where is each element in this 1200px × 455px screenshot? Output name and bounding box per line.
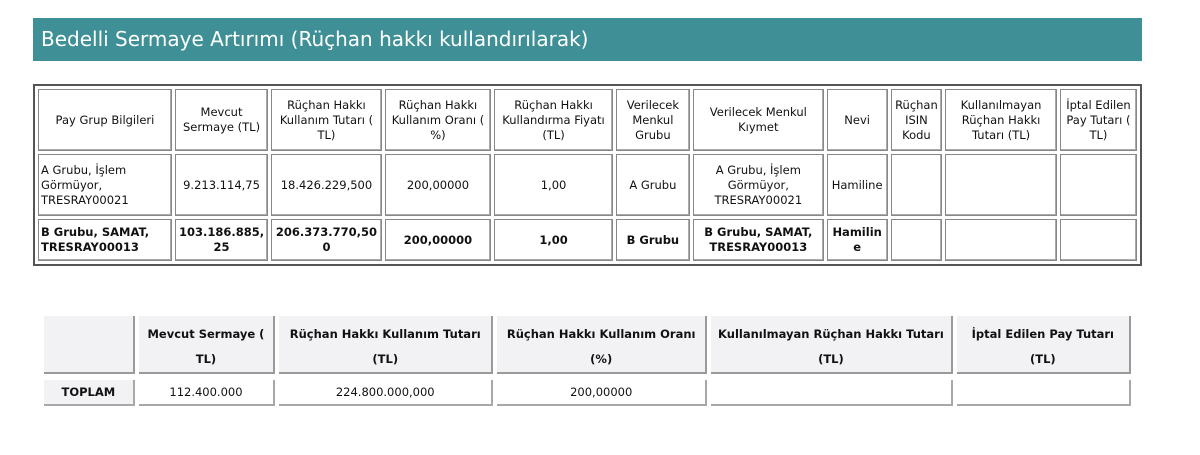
col-header: Rüçhan Hakkı Kullanım Tutarı ( TL)	[271, 89, 382, 151]
col-header: Verilecek Menkul Grubu	[616, 89, 690, 151]
table-cell: B Grubu, SAMAT, TRESRAY00013	[38, 219, 172, 261]
table-cell: 200,00000	[385, 154, 491, 216]
table-cell: 206.373.770,500	[271, 219, 382, 261]
col-header: Rüçhan Hakkı Kullanım Oranı ( %)	[385, 89, 491, 151]
main-table-frame	[33, 84, 1142, 266]
table-cell: A Grubu, İşlem Görmüyor, TRESRAY00021	[693, 154, 824, 216]
summary-cell: 112.400.000	[139, 380, 276, 406]
table-row	[38, 219, 1137, 261]
table-cell: Hamiline	[827, 219, 888, 261]
summary-cell: 200,00000	[497, 380, 707, 406]
col-header: Pay Grup Bilgileri	[38, 89, 172, 151]
page-title: Bedelli Sermaye Artırımı (Rüçhan hakkı kullandırılarak)	[33, 18, 1142, 61]
table-cell: B Grubu, SAMAT, TRESRAY00013	[693, 219, 824, 261]
table-cell	[891, 219, 943, 261]
summary-header-row	[44, 316, 1131, 374]
table-cell: 103.186.885,25	[175, 219, 268, 261]
col-header: İptal Edilen Pay Tutarı ( TL)	[1060, 89, 1137, 151]
total-label: TOPLAM	[44, 380, 135, 406]
summary-table-frame	[40, 310, 1135, 412]
table-cell: 18.426.229,500	[271, 154, 382, 216]
summary-col-header: Mevcut Sermaye ( TL)	[139, 316, 276, 374]
table-cell	[1060, 219, 1137, 261]
capital-increase-table	[35, 86, 1140, 264]
table-cell: 200,00000	[385, 219, 491, 261]
table-cell	[945, 219, 1057, 261]
summary-col-header	[44, 316, 135, 374]
summary-cell: 224.800.000,000	[279, 380, 493, 406]
table-cell: B Grubu	[616, 219, 690, 261]
col-header: Rüçhan Hakkı Kullandırma Fiyatı (TL)	[494, 89, 613, 151]
table-cell	[1060, 154, 1137, 216]
col-header: Rüçhan ISIN Kodu	[891, 89, 943, 151]
table-cell: 9.213.114,75	[175, 154, 268, 216]
table-cell	[891, 154, 943, 216]
summary-col-header: Rüçhan Hakkı Kullanım Tutarı (TL)	[279, 316, 493, 374]
summary-total-row	[44, 380, 1131, 406]
summary-col-header: İptal Edilen Pay Tutarı (TL)	[957, 316, 1131, 374]
col-header: Nevi	[827, 89, 888, 151]
table-cell	[945, 154, 1057, 216]
summary-table	[40, 310, 1135, 412]
summary-cell	[957, 380, 1131, 406]
table-cell: 1,00	[494, 219, 613, 261]
table-cell: A Grubu, İşlem Görmüyor, TRESRAY00021	[38, 154, 172, 216]
table-cell: Hamiline	[827, 154, 888, 216]
header-row	[38, 89, 1137, 151]
summary-col-header: Rüçhan Hakkı Kullanım Oranı (%)	[497, 316, 707, 374]
summary-cell	[711, 380, 953, 406]
col-header: Verilecek Menkul Kıymet	[693, 89, 824, 151]
table-cell: A Grubu	[616, 154, 690, 216]
table-row	[38, 154, 1137, 216]
summary-col-header: Kullanılmayan Rüçhan Hakkı Tutarı (TL)	[711, 316, 953, 374]
col-header: Kullanılmayan Rüçhan Hakkı Tutarı (TL)	[945, 89, 1057, 151]
table-cell: 1,00	[494, 154, 613, 216]
col-header: Mevcut Sermaye (TL)	[175, 89, 268, 151]
